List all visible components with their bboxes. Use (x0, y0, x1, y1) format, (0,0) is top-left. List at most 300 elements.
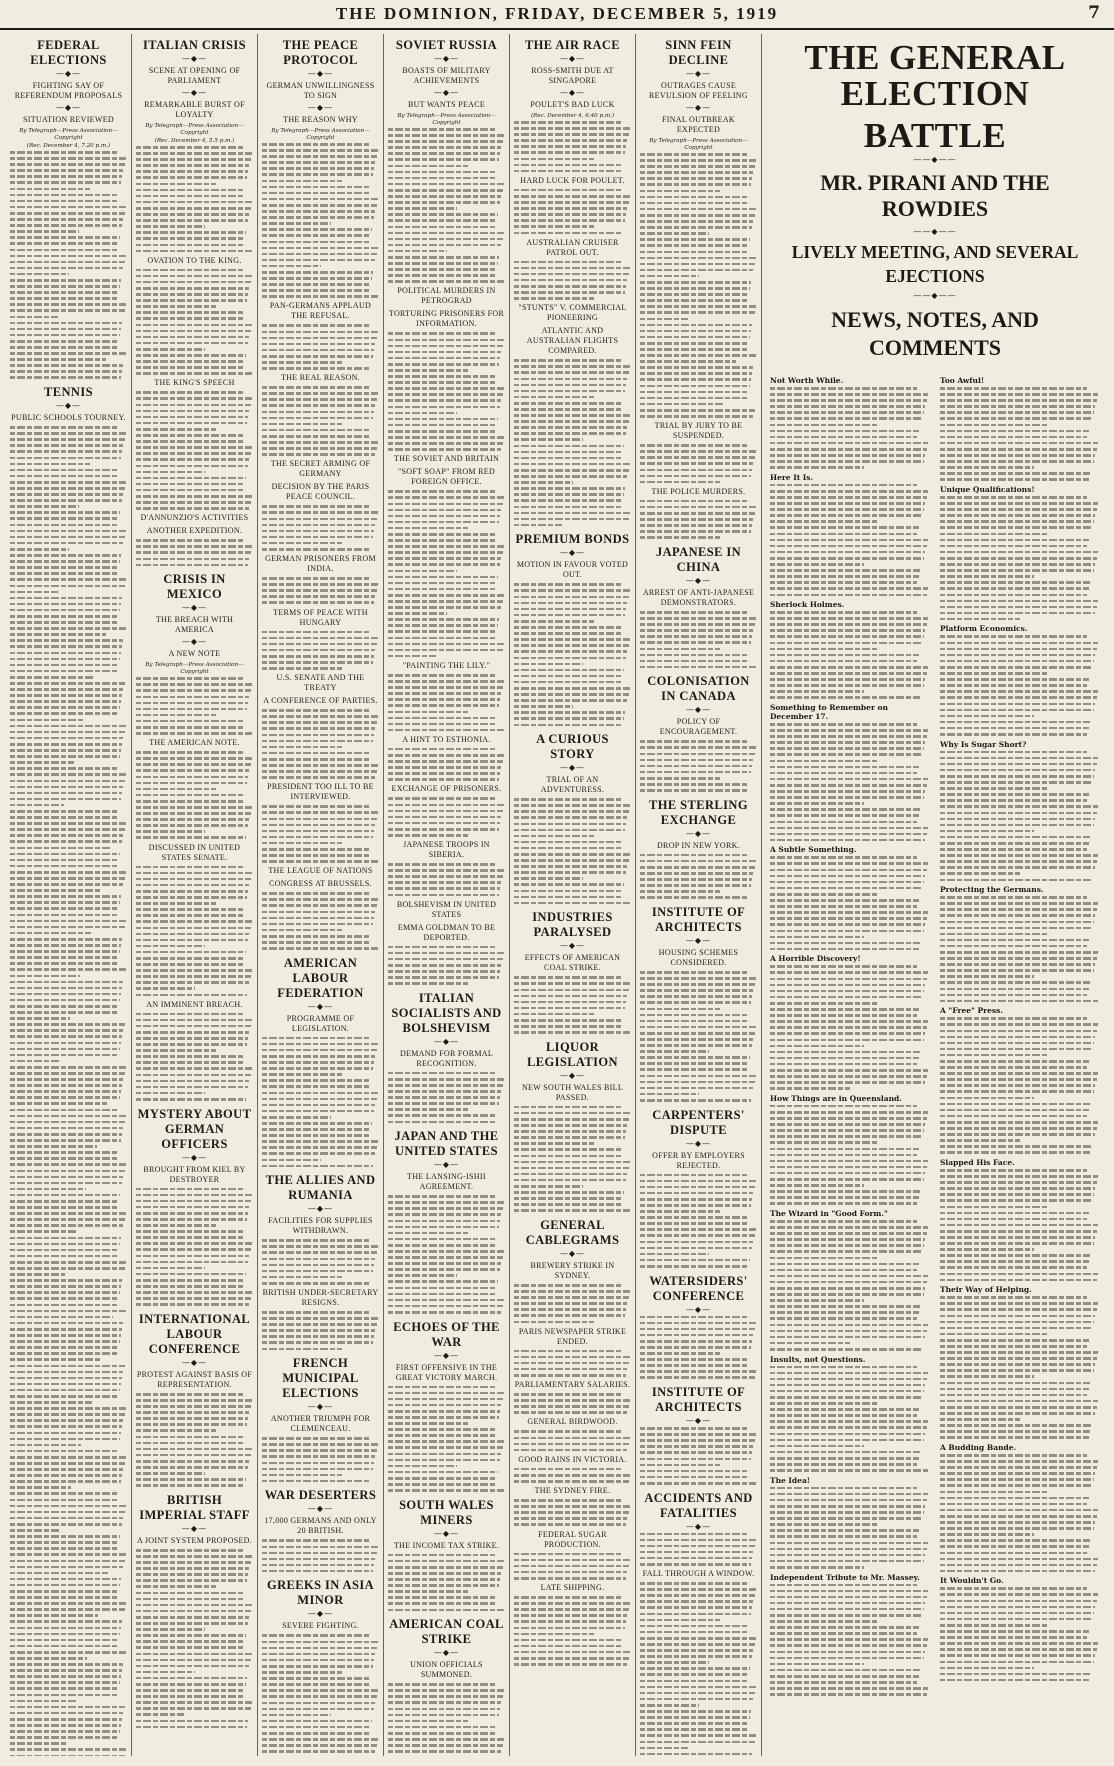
deck: OUTRAGES CAUSE REVULSION OF FEELING (649, 81, 748, 100)
text-line (262, 1276, 342, 1279)
deck: BREWERY STRIKE IN SYDNEY. (530, 1260, 615, 1280)
text-line (262, 161, 375, 164)
article-industries-paralysed: INDUSTRIES PARALYSED —◆— EFFECTS OF AMERICAN COAL STRIKE. (514, 910, 631, 1033)
article-body (940, 1454, 1100, 1572)
text-line (940, 1527, 1094, 1530)
text-line (640, 506, 756, 509)
text-line (262, 842, 342, 845)
text-line (940, 1351, 1098, 1354)
text-line (514, 1411, 627, 1414)
text-line (388, 274, 496, 277)
text-line (388, 244, 501, 247)
text-line (388, 618, 499, 621)
text-line (770, 1172, 925, 1175)
article-body (388, 1072, 505, 1123)
text-line (388, 630, 497, 633)
text-line (388, 1114, 497, 1117)
text-line (770, 1232, 927, 1235)
text-line (136, 1653, 252, 1656)
text-line (640, 1093, 699, 1096)
text-line (262, 149, 378, 152)
text-line (640, 635, 752, 638)
text-line (262, 1480, 371, 1483)
text-line (262, 1116, 331, 1119)
text-line (940, 854, 1098, 857)
text-line (640, 1427, 748, 1430)
text-line (514, 1553, 622, 1556)
text-line (136, 299, 247, 302)
text-line (10, 1462, 125, 1465)
article-sinn-fein: SINN FEIN DECLINE —◆— OUTRAGES CAUSE REVULSION OF FEELING —◆— FINAL OUTBREAK EXPECTED By Telegraph—Press Association—Copyright TRIAL BY JURY TO BE SUSPENDED. THE POLICE MURDERS. (640, 38, 757, 539)
text-line (514, 158, 594, 161)
text-line (514, 896, 622, 899)
text-line (10, 1023, 125, 1026)
text-line (514, 699, 627, 702)
text-line (640, 275, 699, 278)
text-line (10, 1639, 119, 1642)
text-line (514, 127, 630, 130)
text-line (640, 1649, 753, 1652)
text-line (136, 1411, 249, 1414)
text-line (770, 971, 928, 974)
article-body (262, 577, 379, 604)
text-line (940, 514, 1095, 517)
text-line (514, 1025, 622, 1028)
text-line (940, 642, 1098, 645)
text-line (514, 1523, 626, 1526)
article-body (136, 1013, 253, 1101)
text-line (640, 444, 748, 447)
text-line (10, 664, 119, 667)
text-line (388, 533, 497, 536)
subhead: AUSTRALIAN CRUISER PATROL OUT. (526, 237, 619, 257)
text-line (388, 195, 501, 198)
text-line (640, 1234, 755, 1237)
subhead: GOOD RAINS IN VICTORIA. (518, 1454, 627, 1464)
text-line (262, 1165, 373, 1168)
text-line (262, 1251, 377, 1254)
text-line (10, 1035, 122, 1038)
text-line (388, 778, 499, 781)
deck: NEW SOUTH WALES BILL PASSED. (521, 1082, 624, 1102)
text-line (770, 1311, 919, 1314)
text-line (10, 1133, 122, 1136)
text-line (640, 1081, 755, 1084)
text-line (640, 403, 725, 406)
text-line (770, 1602, 925, 1605)
text-line (10, 1602, 126, 1605)
text-line (262, 1282, 371, 1285)
text-line (10, 1425, 122, 1428)
text-line (388, 588, 496, 591)
text-line (262, 155, 377, 158)
text-line (10, 218, 123, 221)
text-line (640, 1198, 752, 1201)
feature-body (770, 372, 1100, 1699)
text-line (136, 183, 216, 186)
text-line (514, 847, 622, 850)
text-line (770, 411, 924, 414)
article-body (136, 866, 253, 997)
text-line (262, 1092, 378, 1095)
text-line (640, 1741, 755, 1744)
text-line (10, 1474, 122, 1477)
text-line (770, 784, 927, 787)
text-line (136, 201, 252, 204)
text-line (388, 268, 497, 271)
text-line (10, 236, 120, 239)
subhead: EXCHANGE OF PRISONERS. (391, 784, 502, 794)
text-line (10, 633, 106, 636)
text-line (136, 176, 247, 179)
text-line (136, 806, 252, 809)
text-line (10, 1511, 125, 1514)
text-line (136, 824, 248, 827)
text-line (770, 1342, 850, 1345)
text-line (770, 1596, 927, 1599)
article-body (388, 863, 505, 896)
text-line (136, 951, 246, 954)
article-peace-protocol: THE PEACE PROTOCOL —◆— GERMAN UNWILLINGNESS TO SIGN —◆— THE REASON WHY By Telegraph—Press Association—Copyright PAN-GERMANS APPLAUD THE REFUSAL. THE REAL REASON. THE SECRET ARMING OF GERMANY DECISION BY THE PARIS PEACE COUNCIL. GERMAN PRISONERS FROM INDIA. TERMS OF PEACE WITH HUNGARY U.S. SENATE AND THE TREATY A CONFERENCE OF PARTIES. PRESIDENT TOO ILL TO BE INTERVIEWED. THE LEAGUE OF NATIONS CONGRESS AT BRUSSELS. (262, 38, 379, 950)
text-line (262, 1665, 373, 1668)
text-line (770, 684, 924, 687)
text-line (136, 207, 251, 210)
text-line (10, 786, 123, 789)
text-line (262, 1570, 373, 1573)
article-body (262, 805, 379, 862)
text-line (10, 1310, 126, 1313)
text-line (136, 507, 249, 510)
text-line (262, 637, 378, 640)
text-line (514, 1155, 622, 1158)
text-line (10, 291, 119, 294)
text-line (940, 1230, 1097, 1233)
text-line (770, 575, 919, 578)
text-line (10, 1109, 118, 1112)
text-line (10, 188, 90, 191)
headline: INDUSTRIES PARALYSED (532, 910, 613, 940)
text-line (10, 822, 126, 825)
feature-right-column (940, 372, 1100, 1699)
text-line (10, 1102, 107, 1105)
text-line (388, 1201, 504, 1204)
text-line (514, 432, 626, 435)
text-line (10, 1468, 123, 1471)
text-line (770, 460, 924, 463)
text-line (514, 804, 630, 807)
text-line (262, 536, 373, 539)
text-line (10, 1444, 81, 1447)
text-line (770, 654, 919, 657)
text-line (640, 995, 752, 998)
paragraph-heading: Their Way of Helping. (940, 1285, 1032, 1295)
text-line (388, 970, 500, 973)
text-line (10, 1627, 121, 1630)
text-line (940, 478, 1089, 481)
text-line (10, 993, 121, 996)
article-institute-architects-2: INSTITUTE OF ARCHITECTS —◆— (640, 1385, 757, 1484)
text-line (10, 1139, 121, 1142)
text-line (10, 273, 69, 276)
text-line (640, 1087, 753, 1090)
article-body (388, 1195, 505, 1313)
text-line (10, 1230, 76, 1233)
column-5 (510, 34, 636, 1756)
text-line (770, 802, 864, 805)
text-line (940, 1181, 1097, 1184)
text-line (388, 1422, 468, 1425)
text-line (640, 1673, 749, 1676)
text-line (262, 770, 377, 773)
text-line (388, 797, 496, 800)
text-line (770, 1420, 928, 1423)
text-line (262, 1689, 378, 1692)
text-line (10, 1352, 118, 1355)
text-line (514, 1577, 626, 1580)
article-body (940, 896, 1100, 1002)
text-line (770, 617, 928, 620)
text-line (388, 946, 496, 949)
text-line (640, 1582, 748, 1585)
text-line (640, 1451, 752, 1454)
article-french-elections: FRENCH MUNICIPAL ELECTIONS —◆— ANOTHER TRIUMPH FOR CLEMENCEAU. (262, 1356, 379, 1482)
article-japanese-in-china: JAPANESE IN CHINA —◆— ARREST OF ANTI-JAPANESE DEMONSTRATORS. (640, 545, 757, 668)
text-line (136, 1634, 246, 1637)
text-line (10, 163, 125, 166)
text-line (262, 715, 378, 718)
text-line (10, 1029, 123, 1032)
text-line (770, 1433, 925, 1436)
text-line (136, 1646, 244, 1649)
text-line (388, 1471, 498, 1474)
text-line (940, 1509, 1098, 1512)
divider: —◆— (55, 69, 82, 78)
text-line (640, 1216, 749, 1219)
text-line (640, 214, 755, 217)
subhead: DISCUSSED IN UNITED STATES SENATE. (148, 842, 241, 862)
text-line (10, 840, 122, 843)
text-line (388, 612, 447, 615)
text-line (514, 390, 625, 393)
text-line (10, 212, 125, 215)
text-line (388, 128, 496, 131)
text-line (10, 676, 95, 679)
paragraph-heading: The Wizard in "Good Form." (770, 1208, 888, 1218)
text-line (262, 505, 370, 508)
text-line (770, 1238, 925, 1241)
headline: AMERICAN COAL STRIKE (389, 1617, 504, 1647)
text-line (770, 1493, 928, 1496)
text-line (770, 466, 864, 469)
text-line (136, 1303, 249, 1306)
text-line (262, 1634, 370, 1637)
text-line (940, 981, 1090, 984)
text-line (10, 511, 120, 514)
text-line (770, 1069, 928, 1072)
article-body (770, 1220, 930, 1351)
text-line (770, 869, 927, 872)
text-line (388, 704, 499, 707)
text-line (940, 472, 1090, 475)
text-line (388, 250, 447, 253)
text-line (136, 763, 251, 766)
text-line (514, 638, 630, 641)
text-line (136, 1399, 252, 1402)
text-line (10, 255, 126, 258)
text-line (262, 355, 373, 358)
text-line (514, 853, 630, 856)
text-line (10, 206, 126, 209)
text-line (940, 1333, 1049, 1336)
text-line (136, 708, 247, 711)
text-line (262, 361, 342, 364)
text-line (136, 495, 252, 498)
text-line (10, 548, 69, 551)
headline: ITALIAN CRISIS (143, 38, 246, 52)
text-line (770, 672, 927, 675)
text-line (262, 1659, 374, 1662)
text-line (262, 1104, 375, 1107)
text-line (770, 1020, 928, 1023)
text-line (514, 195, 630, 198)
deck: THE LANSING-ISHII AGREEMENT. (407, 1172, 486, 1192)
text-line (262, 811, 378, 814)
text-line (640, 1241, 753, 1244)
text-line (940, 1308, 1097, 1311)
text-line (770, 1184, 864, 1187)
text-line (388, 1262, 501, 1265)
text-line (940, 848, 1087, 851)
headline: PREMIUM BONDS (515, 532, 630, 547)
text-line (10, 542, 123, 545)
text-line (940, 787, 1049, 790)
text-line (388, 717, 497, 720)
article-body (262, 1311, 379, 1350)
text-line (770, 496, 927, 499)
text-line (262, 601, 374, 604)
article-body (514, 189, 631, 234)
text-line (940, 1466, 1097, 1469)
text-line (10, 1212, 126, 1215)
feature-deck: MR. PIRANI AND THE ROWDIES (820, 170, 1050, 221)
paragraph-heading: A Subtle Something. (770, 845, 857, 855)
text-line (770, 1396, 922, 1399)
article-colonisation-canada: COLONISATION IN CANADA —◆— POLICY OF ENCOURAGEMENT. (640, 674, 757, 791)
article-crisis-in-mexico: CRISIS IN MEXICO —◆— THE BREACH WITH AMERICA —◆— A NEW NOTE By Telegraph—Press Association—Copyright THE AMERICAN NOTE. DISCUSSED IN UNITED STATES SENATE. AN IMMINENT BREACH. (136, 572, 253, 1100)
text-line (940, 1296, 1087, 1299)
text-line (514, 902, 630, 905)
text-line (262, 661, 373, 664)
article-body (136, 391, 253, 509)
text-line (136, 1713, 184, 1716)
text-line (10, 1663, 123, 1666)
text-line (940, 824, 1094, 827)
text-line (514, 1106, 622, 1109)
subhead: DECISION BY THE PARIS PEACE COUNCIL. (271, 482, 370, 502)
text-line (10, 249, 118, 252)
text-line (10, 1681, 120, 1684)
text-line (640, 1247, 752, 1250)
text-line (10, 200, 118, 203)
article-body (640, 740, 757, 791)
text-line (388, 545, 504, 548)
text-line (136, 1472, 205, 1475)
text-line (770, 1469, 928, 1472)
text-line (388, 822, 500, 825)
deck: TRIAL OF AN ADVENTURESS. (540, 775, 605, 795)
text-line (770, 1045, 864, 1048)
text-line (10, 328, 121, 331)
text-line (262, 228, 372, 231)
article-body (388, 797, 505, 836)
text-line (136, 1242, 252, 1245)
text-line (514, 164, 623, 167)
text-line (940, 860, 1097, 863)
deck: PROTEST AGAINST BASIS OF REPRESENTATION. (136, 1369, 253, 1389)
text-line (940, 1412, 1095, 1415)
text-line (940, 836, 1090, 839)
headline: SOUTH WALES MINERS (399, 1497, 494, 1527)
text-line (940, 405, 1095, 408)
text-line (640, 977, 756, 980)
text-line (10, 517, 119, 520)
paragraph-heading: Slapped His Face. (940, 1157, 1015, 1167)
text-line (940, 1679, 1089, 1682)
paragraph-heading: A "Free" Press. (940, 1006, 1003, 1016)
text-line (770, 1166, 927, 1169)
text-line (640, 660, 748, 663)
headline: WAR DESERTERS (264, 1488, 377, 1503)
text-line (388, 698, 500, 701)
text-line (262, 935, 371, 938)
text-line (940, 690, 1098, 693)
text-line (640, 1698, 753, 1701)
text-line (136, 1297, 251, 1300)
text-line (940, 1115, 1087, 1118)
text-line (640, 989, 753, 992)
text-line (940, 1472, 1095, 1475)
article-body (514, 1553, 631, 1580)
text-line (136, 1610, 251, 1613)
subhead: ANOTHER EXPEDITION. (146, 526, 243, 536)
text-line (10, 1407, 126, 1410)
text-line (136, 1561, 251, 1564)
text-line (514, 687, 630, 690)
deck: FIGHTING SAY OF REFERENDUM PROPOSALS (14, 81, 123, 100)
text-line (770, 790, 925, 793)
text-line (388, 1689, 504, 1692)
text-line (388, 1311, 501, 1314)
article-body (136, 269, 253, 375)
paragraph-heading: A Horrible Discovery! (770, 954, 861, 964)
feature-deck-2: LIVELY MEETING, AND SEVERAL EJECTIONS (791, 242, 1079, 286)
page-number: 7 (1088, 3, 1100, 23)
text-line (262, 234, 371, 237)
text-line (10, 524, 118, 527)
text-line (10, 749, 121, 752)
text-line (136, 776, 248, 779)
text-line (10, 585, 125, 588)
text-line (514, 632, 622, 635)
text-line (10, 1017, 70, 1020)
text-line (10, 792, 122, 795)
text-line (388, 515, 500, 518)
text-line (10, 493, 123, 496)
text-line (640, 1259, 750, 1262)
text-line (10, 1419, 123, 1422)
text-line (262, 1270, 373, 1273)
text-line (10, 1297, 119, 1300)
